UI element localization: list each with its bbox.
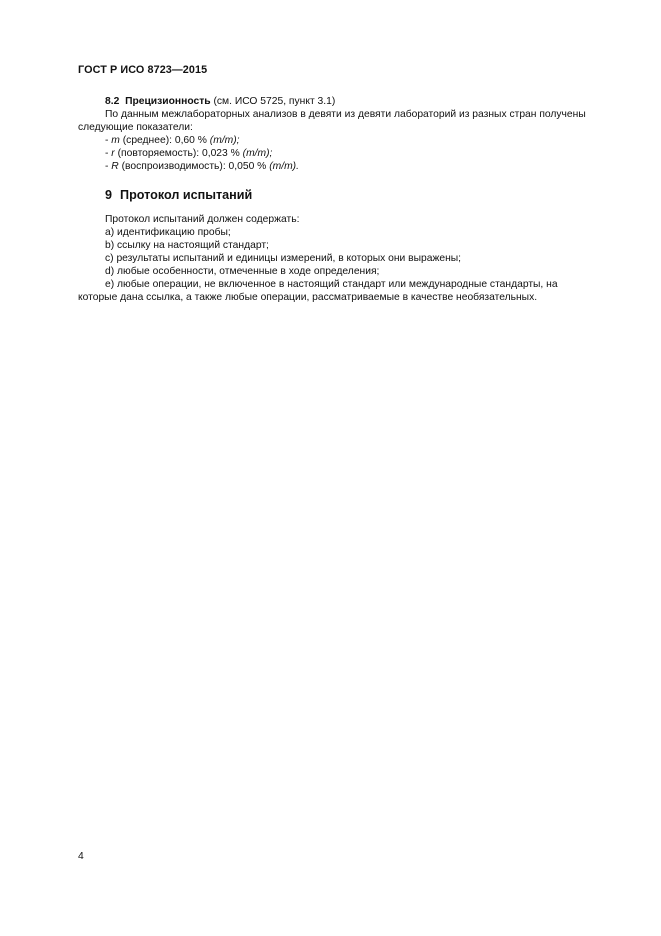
section-reference: (см. ИСО 5725, пункт 3.1) [210,96,336,107]
list-dash: - [105,135,112,146]
item-text: (воспроизводимость): 0,050 % [118,161,270,172]
unit: (m/m). [269,161,299,172]
list-item-continuation: которые дана ссылка, а также любые операции, рассматриваемые в качестве необязательных. [78,292,538,303]
section-title: Прецизионность [125,96,211,107]
section-number: 9 [105,188,113,202]
section-8-2-heading [78,95,615,108]
list-item: с) результаты испытаний и единицы измерений, в которых они выражены; [105,253,462,264]
section-9-heading [78,188,615,203]
page-number: 4 [78,851,84,862]
item-text: (среднее): 0,60 % [119,135,210,146]
list-item: b) ссылку на настоящий стандарт; [105,240,269,251]
list-item: d) любые особенности, отмеченные в ходе определения; [105,266,380,277]
list-item [78,134,615,147]
section-title: Протокол испытаний [120,188,253,202]
symbol: m [111,135,120,146]
list-item: е) любые операции, не включенное в настоящий стандарт или международные стандарты, на [105,279,558,290]
paragraph-line: Протокол испытаний должен содержать: [105,214,300,225]
list-item [78,147,615,160]
list-item: а) идентификацию пробы; [105,227,231,238]
list-dash: - [105,161,112,172]
paragraph-line: следующие показатели: [78,122,193,133]
list-dash: - [105,148,112,159]
section-number: 8.2 [105,96,120,107]
paragraph-line: По данным межлабораторных анализов в девяти из девяти лабораторий из разных стран получены [105,109,586,120]
list-item [78,160,615,173]
unit: (m/m); [209,135,240,146]
symbol: r [111,148,115,159]
item-text: (повторяемость): 0,023 % [114,148,243,159]
symbol: R [111,161,119,172]
page-content [78,95,615,304]
document-header: ГОСТ Р ИСО 8723—2015 [78,64,208,76]
unit: (m/m); [242,148,273,159]
